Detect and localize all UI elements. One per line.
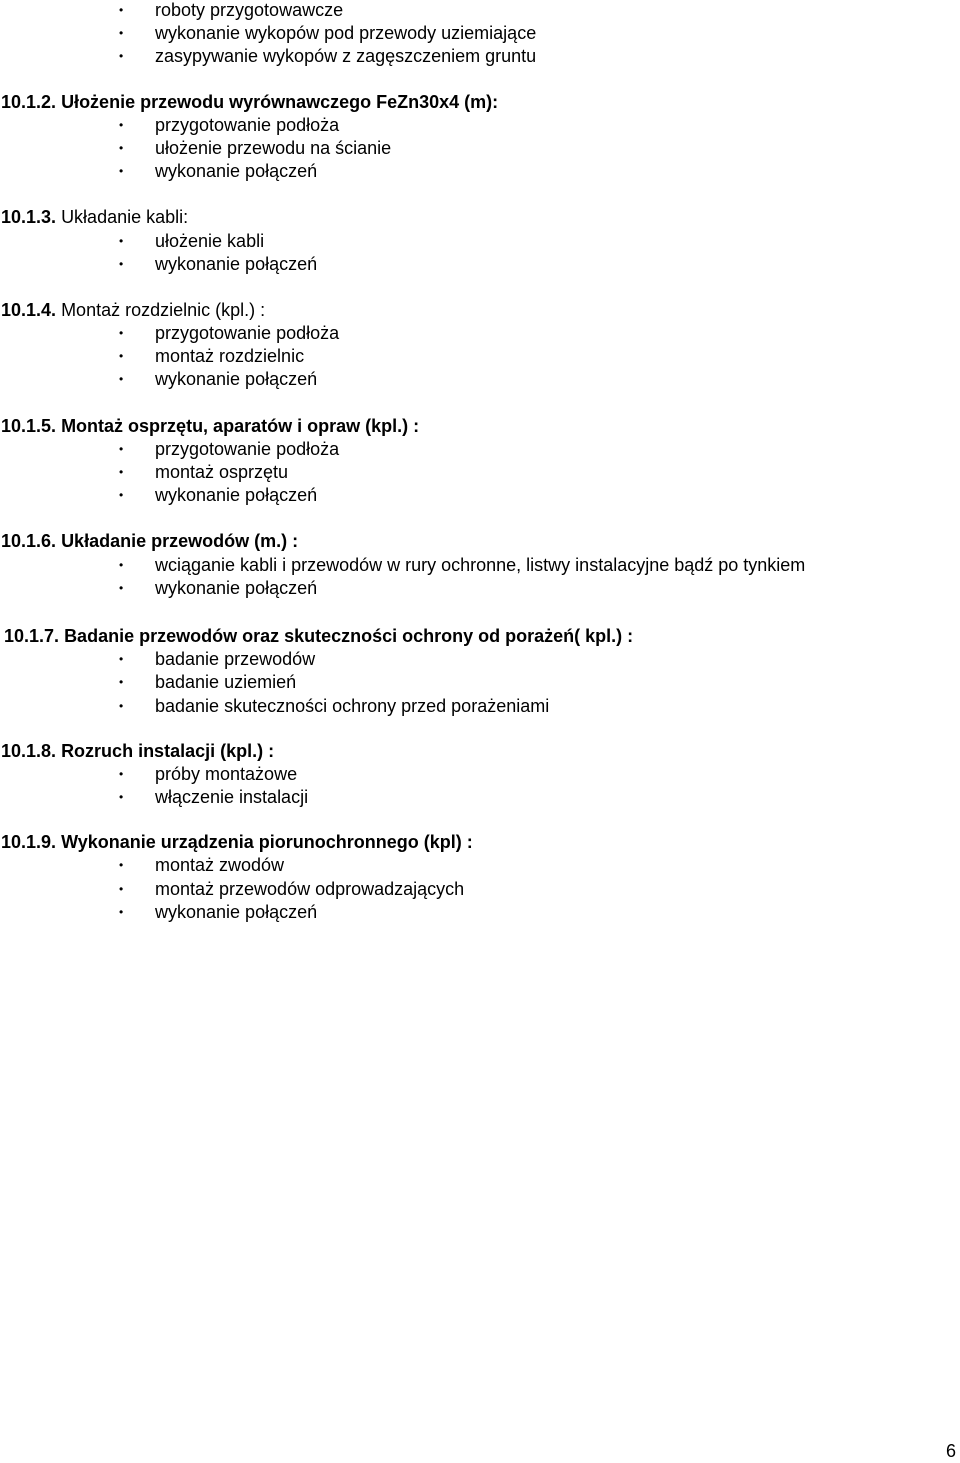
list-item bbox=[0, 854, 960, 877]
section-heading bbox=[0, 299, 960, 322]
bullet-icon: • bbox=[119, 349, 124, 364]
section-heading bbox=[0, 530, 960, 553]
section-10-1-7 bbox=[0, 625, 960, 718]
section-heading bbox=[0, 415, 960, 438]
list-item-text: próby montażowe bbox=[155, 763, 298, 784]
list-item-text: roboty przygotowawcze bbox=[155, 0, 344, 20]
list-item bbox=[0, 695, 960, 718]
list-item bbox=[0, 671, 960, 694]
section-number: 10.1.7. bbox=[4, 625, 60, 646]
sections-container bbox=[0, 91, 960, 924]
section-bullet-list bbox=[0, 230, 960, 276]
list-item-text: badanie przewodów bbox=[155, 649, 316, 670]
list-item-text: zasypywanie wykopów z zagęszczeniem gruntu bbox=[155, 46, 537, 67]
section-title: Wykonanie urządzenia piorunochronnego (kpl) : bbox=[61, 832, 473, 853]
list-item-text: włączenie instalacji bbox=[155, 787, 309, 808]
bullet-icon: • bbox=[119, 441, 124, 456]
list-item bbox=[0, 763, 960, 786]
section-number: 10.1.8. bbox=[1, 740, 57, 761]
list-item bbox=[0, 878, 960, 901]
list-item bbox=[0, 786, 960, 809]
list-item bbox=[0, 253, 960, 276]
section-10-1-3 bbox=[0, 206, 960, 276]
section-number: 10.1.4. bbox=[1, 299, 57, 320]
list-item bbox=[0, 577, 960, 600]
list-item bbox=[0, 137, 960, 160]
list-item bbox=[0, 648, 960, 671]
section-title: Układanie kabli: bbox=[61, 207, 189, 228]
section-heading bbox=[0, 91, 960, 114]
list-item bbox=[0, 230, 960, 253]
bullet-icon: • bbox=[119, 675, 124, 690]
list-item-text: przygotowanie podłoża bbox=[155, 323, 340, 344]
section-bullet-list bbox=[0, 763, 960, 809]
section-title: Badanie przewodów oraz skuteczności ochrony od porażeń( kpl.) : bbox=[64, 625, 634, 646]
list-item-text: montaż przewodów odprowadzających bbox=[155, 878, 465, 899]
bullet-icon: • bbox=[119, 557, 124, 572]
bullet-icon: • bbox=[119, 49, 124, 64]
list-item bbox=[0, 901, 960, 924]
list-item-text: wykonanie połączeń bbox=[155, 485, 318, 506]
section-bullet-list bbox=[0, 322, 960, 392]
section-number: 10.1.9. bbox=[1, 832, 57, 853]
section-title: Rozruch instalacji (kpl.) : bbox=[61, 740, 275, 761]
section-10-1-6 bbox=[0, 530, 960, 600]
list-item bbox=[0, 45, 960, 68]
page-number: 6 bbox=[945, 1441, 956, 1461]
list-item-text: ułożenie kabli bbox=[155, 230, 265, 251]
list-item-text: montaż osprzętu bbox=[155, 462, 289, 482]
bullet-icon: • bbox=[119, 698, 124, 713]
section-bullet-list bbox=[0, 648, 960, 718]
bullet-icon: • bbox=[119, 26, 124, 41]
section-heading bbox=[0, 740, 960, 763]
bullet-icon: • bbox=[119, 904, 124, 919]
list-item-text: montaż zwodów bbox=[155, 855, 285, 876]
list-item bbox=[0, 438, 960, 461]
list-item-text: wykonanie połączeń bbox=[155, 161, 318, 182]
list-item-text: montaż rozdzielnic bbox=[155, 346, 305, 367]
section-10-1-8 bbox=[0, 740, 960, 810]
bullet-icon: • bbox=[119, 140, 124, 155]
section-title: Montaż rozdzielnic (kpl.) : bbox=[61, 299, 266, 320]
list-item bbox=[0, 368, 960, 391]
list-item-text: ułożenie przewodu na ścianie bbox=[155, 137, 392, 158]
list-item-text: przygotowanie podłoża bbox=[155, 114, 340, 135]
list-item-text: wykonanie połączeń bbox=[155, 901, 318, 922]
section-bullet-list bbox=[0, 854, 960, 924]
bullet-icon: • bbox=[119, 164, 124, 179]
section-10-1-5 bbox=[0, 415, 960, 508]
intro-bullet-list bbox=[0, 0, 960, 69]
list-item-text: wykonanie połączeń bbox=[155, 369, 318, 390]
list-item bbox=[0, 554, 960, 577]
bullet-icon: • bbox=[119, 766, 124, 781]
bullet-icon: • bbox=[119, 881, 124, 896]
section-10-1-2 bbox=[0, 91, 960, 184]
section-bullet-list bbox=[0, 114, 960, 184]
list-item-text: badanie uziemień bbox=[155, 672, 297, 693]
section-heading bbox=[0, 831, 960, 854]
bullet-icon: • bbox=[119, 233, 124, 248]
bullet-icon: • bbox=[119, 790, 124, 805]
list-item-text: przygotowanie podłoża bbox=[155, 438, 340, 459]
list-item bbox=[0, 461, 960, 484]
list-item bbox=[0, 345, 960, 368]
list-item bbox=[0, 22, 960, 45]
list-item bbox=[0, 322, 960, 345]
bullet-icon: • bbox=[119, 256, 124, 271]
section-10-1-9 bbox=[0, 831, 960, 924]
bullet-icon: • bbox=[119, 488, 124, 503]
list-item-text: wykonanie połączeń bbox=[155, 253, 318, 274]
section-heading bbox=[0, 206, 960, 229]
bullet-icon: • bbox=[119, 3, 124, 17]
bullet-icon: • bbox=[119, 372, 124, 387]
bullet-icon: • bbox=[119, 652, 124, 667]
section-number: 10.1.3. bbox=[1, 207, 57, 228]
bullet-icon: • bbox=[119, 580, 124, 595]
section-title: Ułożenie przewodu wyrównawczego FeZn30x4 (m): bbox=[61, 91, 499, 112]
section-number: 10.1.5. bbox=[1, 415, 57, 436]
list-item bbox=[0, 484, 960, 507]
bullet-icon: • bbox=[119, 117, 124, 132]
section-number: 10.1.6. bbox=[1, 531, 57, 552]
list-item bbox=[0, 0, 960, 22]
section-bullet-list bbox=[0, 554, 960, 600]
bullet-icon: • bbox=[119, 326, 124, 341]
section-number: 10.1.2. bbox=[1, 91, 57, 112]
section-bullet-list bbox=[0, 438, 960, 508]
bullet-icon: • bbox=[119, 858, 124, 873]
section-10-1-4 bbox=[0, 299, 960, 392]
list-item-text: wykonanie połączeń bbox=[155, 577, 318, 598]
list-item-text: badanie skuteczności ochrony przed porażeniami bbox=[155, 695, 550, 716]
section-heading bbox=[0, 625, 960, 648]
section-title: Układanie przewodów (m.) : bbox=[61, 531, 299, 552]
list-item bbox=[0, 160, 960, 183]
bullet-icon: • bbox=[119, 465, 124, 479]
list-item bbox=[0, 114, 960, 137]
section-title: Montaż osprzętu, aparatów i opraw (kpl.) : bbox=[61, 415, 420, 436]
list-item-text: wykonanie wykopów pod przewody uziemiające bbox=[155, 23, 537, 44]
list-item-text: wciąganie kabli i przewodów w rury ochronne, listwy instalacyjne bądź po tynkiem bbox=[155, 554, 806, 575]
